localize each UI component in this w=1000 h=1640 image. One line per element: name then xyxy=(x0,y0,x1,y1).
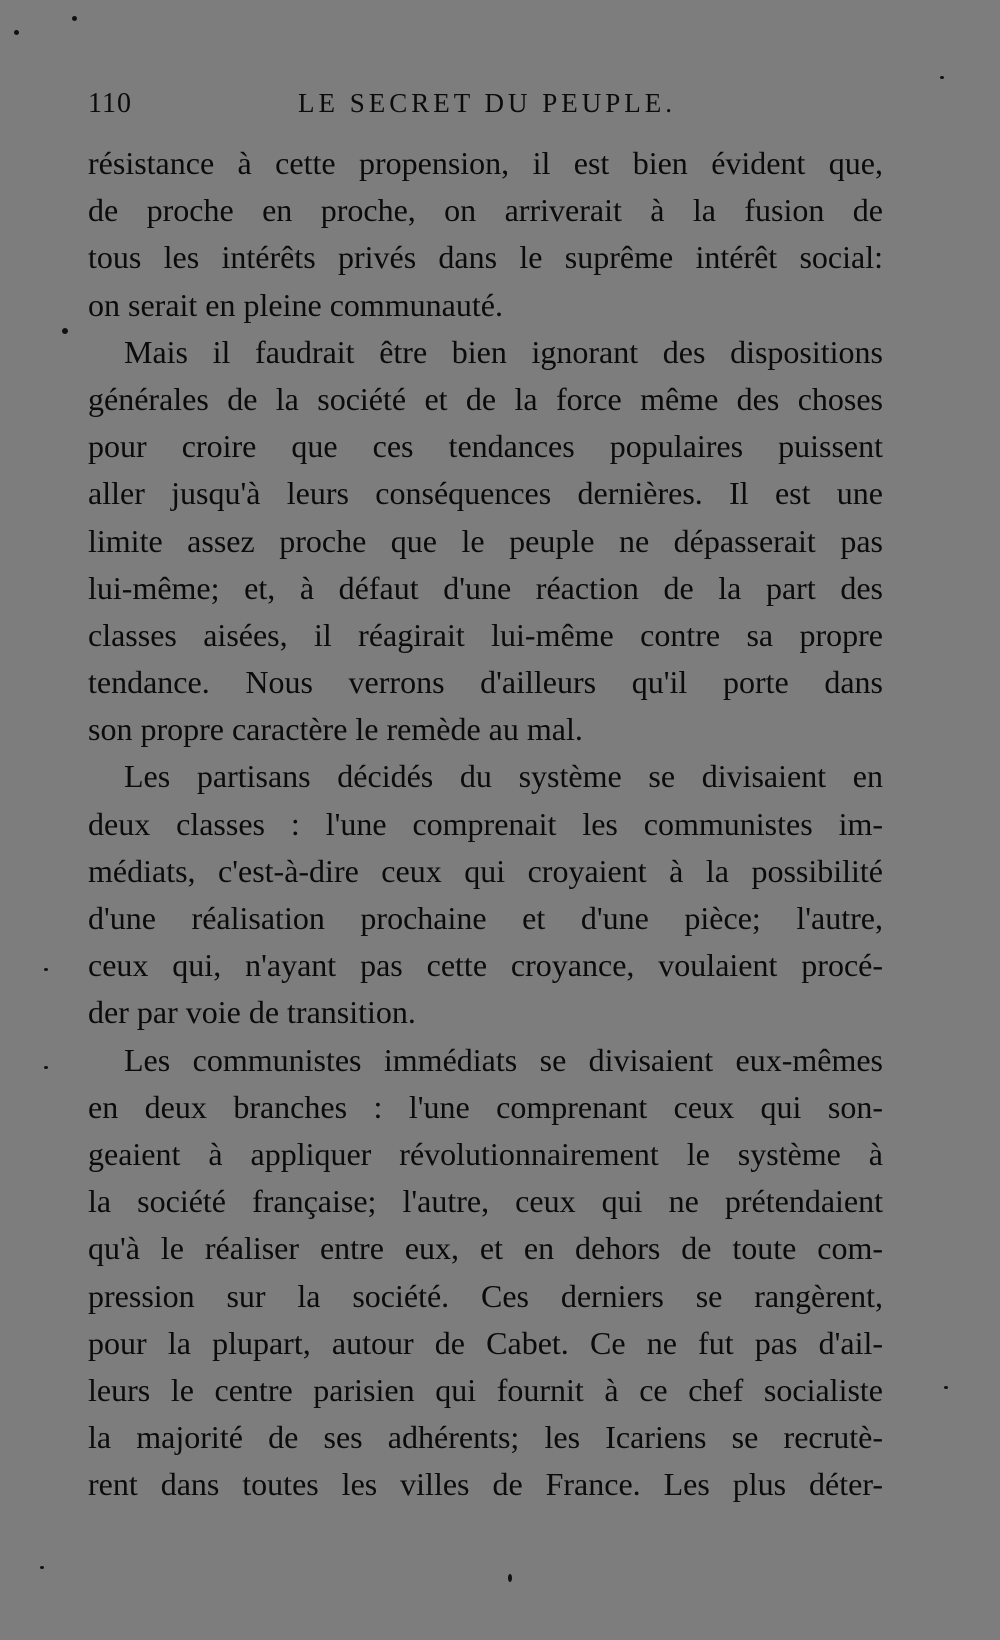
text-line: der par voie de transition. xyxy=(88,994,416,1031)
scan-speck xyxy=(944,1386,948,1389)
text-line: classes aisées, il réagirait lui-même contre sa propre xyxy=(88,616,883,653)
text-line: deux classes : l'une comprenait les communistes im- xyxy=(88,805,883,842)
scan-speck xyxy=(508,1574,512,1582)
paragraph-start-line: Mais il faudrait être bien ignorant des dispositions xyxy=(124,333,883,370)
text-line: médiats, c'est-à-dire ceux qui croyaient à la possibilité xyxy=(88,852,883,889)
text-line: résistance à cette propension, il est bien évident que, xyxy=(88,145,883,181)
paragraph-start-line: Les partisans décidés du système se divisaient en xyxy=(124,758,883,795)
paragraph-start-line: Les communistes immédiats se divisaient eux-mêmes xyxy=(124,1041,883,1078)
scan-speck xyxy=(72,16,77,21)
text-line: rent dans toutes les villes de France. Les plus déter- xyxy=(88,1466,883,1503)
text-line: lui-même; et, à défaut d'une réaction de la part des xyxy=(88,569,883,606)
text-line: générales de la société et de la force même des choses xyxy=(88,380,883,417)
text-line: ceux qui, n'ayant pas cette croyance, voulaient procé- xyxy=(88,947,883,984)
text-line: d'une réalisation prochaine et d'une pièce; l'autre, xyxy=(88,900,883,936)
text-line: leurs le centre parisien qui fournit à ce chef socialiste xyxy=(88,1371,883,1408)
text-line: son propre caractère le remède au mal. xyxy=(88,711,583,748)
scan-speck xyxy=(44,968,48,971)
scan-speck xyxy=(44,1066,48,1069)
text-line: pour la plupart, autour de Cabet. Ce ne fut pas d'ail- xyxy=(88,1324,883,1361)
text-line: la majorité de ses adhérents; les Icariens se recrutè- xyxy=(88,1419,883,1456)
page-header xyxy=(88,88,878,128)
text-line: de proche en proche, on arriverait à la fusion de xyxy=(88,192,883,229)
text-line: qu'à le réaliser entre eux, et en dehors de toute com- xyxy=(88,1230,883,1267)
text-line: tendance. Nous verrons d'ailleurs qu'il porte dans xyxy=(88,664,883,701)
text-line: pour croire que ces tendances populaires puissent xyxy=(88,428,883,465)
text-line: geaient à appliquer révolutionnairement le système à xyxy=(88,1135,883,1172)
text-line: la société française; l'autre, ceux qui ne prétendaient xyxy=(88,1183,883,1220)
text-line: tous les intérêts privés dans le suprême intérêt social: xyxy=(88,239,883,276)
scan-speck xyxy=(940,76,944,79)
text-line: en deux branches : l'une comprenant ceux qui son- xyxy=(88,1088,883,1125)
running-title: LE SECRET DU PEUPLE. xyxy=(298,88,677,118)
text-line: aller jusqu'à leurs conséquences dernières. Il est une xyxy=(88,475,883,512)
text-line: limite assez proche que le peuple ne dépasserait pas xyxy=(88,522,883,559)
scan-speck xyxy=(40,1566,44,1569)
page-number: 110 xyxy=(88,88,132,119)
text-line: on serait en pleine communauté. xyxy=(88,286,503,323)
text-line: pression sur la société. Ces derniers se rangèrent, xyxy=(88,1277,883,1314)
scan-speck xyxy=(14,30,19,35)
scan-speck xyxy=(62,328,68,334)
body-text xyxy=(88,140,883,1508)
